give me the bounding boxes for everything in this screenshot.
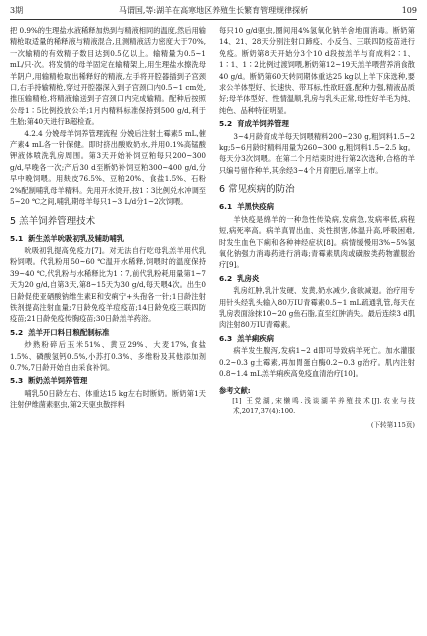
body-paragraph: 乳房红肿,乳汁发硬、发黄,奶水减少,食欲减退。治疗用专用针头经乳头输入80万IU青霉素0.5~1 mL疏通乳管,每天在乳房表面涂抹10~20 g鱼石脂,直至红肿消失。最后连续3 d肌肉注射80万IU青霉素。 [219, 286, 415, 330]
body-paragraph: 吮吸初乳提高免疫力[7]。对无法自行吃母乳羔羊用代乳粉饲喂。代乳粉用50~60 ℃温开水稀释,饲喂时的温度保持39~40 ℃,代乳粉与水稀释比为1∶7,前代乳粉耗用量第1~7天为20 g/d,自第3天,第8~15天为30 g/d,每天喂4次。出生0日龄促使亚硒酸钠维生素E和安痢宁+头孢各一针;1日龄注射铁剂提高注射血量;7日龄免疫羊痘疫苗;14日龄免疫三联四防疫苗;21日龄免疫传胸疫苗;30日龄羔羊药浴。 [10, 245, 206, 324]
subsection-heading [219, 201, 415, 212]
subsection-number: 6.1 [219, 202, 233, 212]
issue-label: 3期 [10, 6, 24, 15]
subsection-number: 6.2 [219, 273, 233, 283]
subsection-heading [10, 233, 206, 244]
running-title: 马谓国,等:湖羊在高寒地区养殖生长繁育管理规律探析 [118, 6, 309, 15]
subsection-heading [219, 333, 415, 344]
body-paragraph: 病羊发生腹泻,发病1~2 d即可导致病羊死亡。加水灌服0.2~0.3 g土霉素,再加胃蛋白酶0.2~0.3 g治疗。肌内注射0.8~1.4 mL羔羊痢疾高免疫血清治疗[10]。 [219, 346, 415, 378]
body-paragraph: 3~4月龄育成羊每天饲喂精料200~230 g,粗饲料1.5~2 kg;5~6月龄时精料用量为260~300 g,粗饲料1.5~2.5 kg。每天分3次饲喂。在第二个月结束时进行第2次选种,合格的羊只编号留作种羊,其余经3~4个月育肥后,屠宰上市。 [219, 131, 415, 175]
subsection-title: 新生羔羊吮吸初乳及辅助哺乳 [28, 233, 125, 243]
left-column [10, 25, 206, 411]
subsection-number: 5.1 [10, 233, 24, 243]
subsection-title: 羔羊开口料日粮配制标准 [28, 327, 110, 337]
section-heading: 5 羔羊饲养管理技术 [10, 215, 96, 227]
reference-text: 王党湖,宋懒鸣.浅谈湖羊养殖技术[J].农业与技术,2017,37(4):100. [233, 397, 415, 416]
subsection-title: 羊黑快疫病 [237, 202, 275, 212]
subsection-heading [219, 273, 415, 284]
reference-number: [1] [232, 397, 242, 406]
references-heading: 参考文献: [219, 386, 251, 396]
subsection-number: 5.3 [10, 376, 24, 386]
reference-item [219, 396, 415, 416]
running-header [10, 3, 417, 20]
subsection-title: 乳房炎 [237, 273, 260, 283]
subsection-number: 6.3 [219, 333, 233, 343]
body-paragraph: 4.2.4 分娩母羊饲养管理流程 分娩后注射土霉素5 mL,催产素4 mL各一针保健。即时挤出酸败奶水,并用0.1%高锰酸钾液体喷洗乳房周围。第3天开始补饲豆粕每只200~300 g/d,早晚各一次;产后30 d至断奶补饲豆粕300~400 g/d,分早中晚饲喂。用麸皮76.5%、豆粕20%、食盐1.5%、石粉2%配制哺乳母羊精料。先用开水烫开,按1∶3比例兑水冲调至5~20 ℃之间,哺乳期母羊每只1~3 L/d分1~2次饲喂。 [10, 128, 206, 207]
subsection-heading [10, 375, 206, 386]
section-heading: 6 常见疾病的防治 [219, 184, 295, 196]
subsection-heading [219, 118, 415, 129]
body-paragraph: 羊快疫是绵羊的一种急性传染病,发病急,发病率低,病程短,病死率高。病羊真胃出血、炎性损害,体温升高,呼吸困难,时发生血色下痢和各种神经症状[8]。病情缓慢用3%~5%氢氧化钠强力消毒药进行消毒;青霉素肌肉或磺胺类药物灌服治疗[9]。 [219, 214, 415, 270]
subsection-title: 育成羊饲养管理 [237, 119, 289, 129]
subsection-heading [10, 327, 206, 338]
subsection-number: 5.2 [10, 327, 24, 337]
continued-note: (下转第115页) [370, 421, 415, 430]
body-paragraph: 每只10 g/d驱虫,圈间用4%氢氧化钠羊舍地面消毒。断奶第14、21、28天分别注射口蹄疫、小反刍、三联四防疫苗进行免疫。断奶第8天开始分3个10 d段按羔羊与育成料2∶1、1∶1、1∶2比例过渡饲喂,断奶第12~19天羔羊喂营养消食散40 g/d。断奶第60天转同期体重达25 kg以上羊下床选种,要求公羊体型好、长速快、带耳标,性欲旺盛,配种力强,精液品质好;母羊体型好、性情温顺,乳房与乳头正常,母性好羊毛为纯、纯色、品种特征明显。 [219, 26, 415, 115]
right-column [219, 25, 415, 432]
body-paragraph: 炒熟粉碎后玉米51%、黄豆29%、大麦17%,食盐1.5%、磷酸氢钙0.5%,小苏打0.3%、多维粉及其他添加剂0.7%,7日龄开始自由采食补饲。 [10, 340, 206, 372]
subsection-title: 断奶羔羊饲养管理 [28, 376, 88, 386]
body-paragraph: 把 0.9%的生理盐水液稀释加热到与精液相同的温度,然后用输精枪取适量的稀释液与精液混合,且测精液活力密度大于70%,一次输精的有效精子数目达到0.5亿以上。输精量为0.5~1 mL/只·次。将发情的母羊固定在输精架上,用生理盐水擦洗母羊阴户,用输精枪取出稀释好的精液,左手将开腔器插到子宫颈口,右手持输精枪,穿过开腔器深入到子宫颈口内0.5~1 cm处,推压输精枪,将精液输送到子宫颈口内完成输精。配种后按照公母1∶5比例投放公羊;1月内精料标准保持到500 g/d,利于生胎;第40天进行B超检查。 [10, 26, 206, 127]
subsection-title: 羔羊痢疾病 [237, 333, 275, 343]
subsection-number: 5.2 [219, 119, 233, 129]
body-paragraph: 哺乳50日龄左右、体重达15 kg左右时断奶。断奶第1天注射伊维菌素驱虫,第2天驱虫散拌料 [10, 388, 206, 410]
page-number: 109 [401, 6, 417, 15]
